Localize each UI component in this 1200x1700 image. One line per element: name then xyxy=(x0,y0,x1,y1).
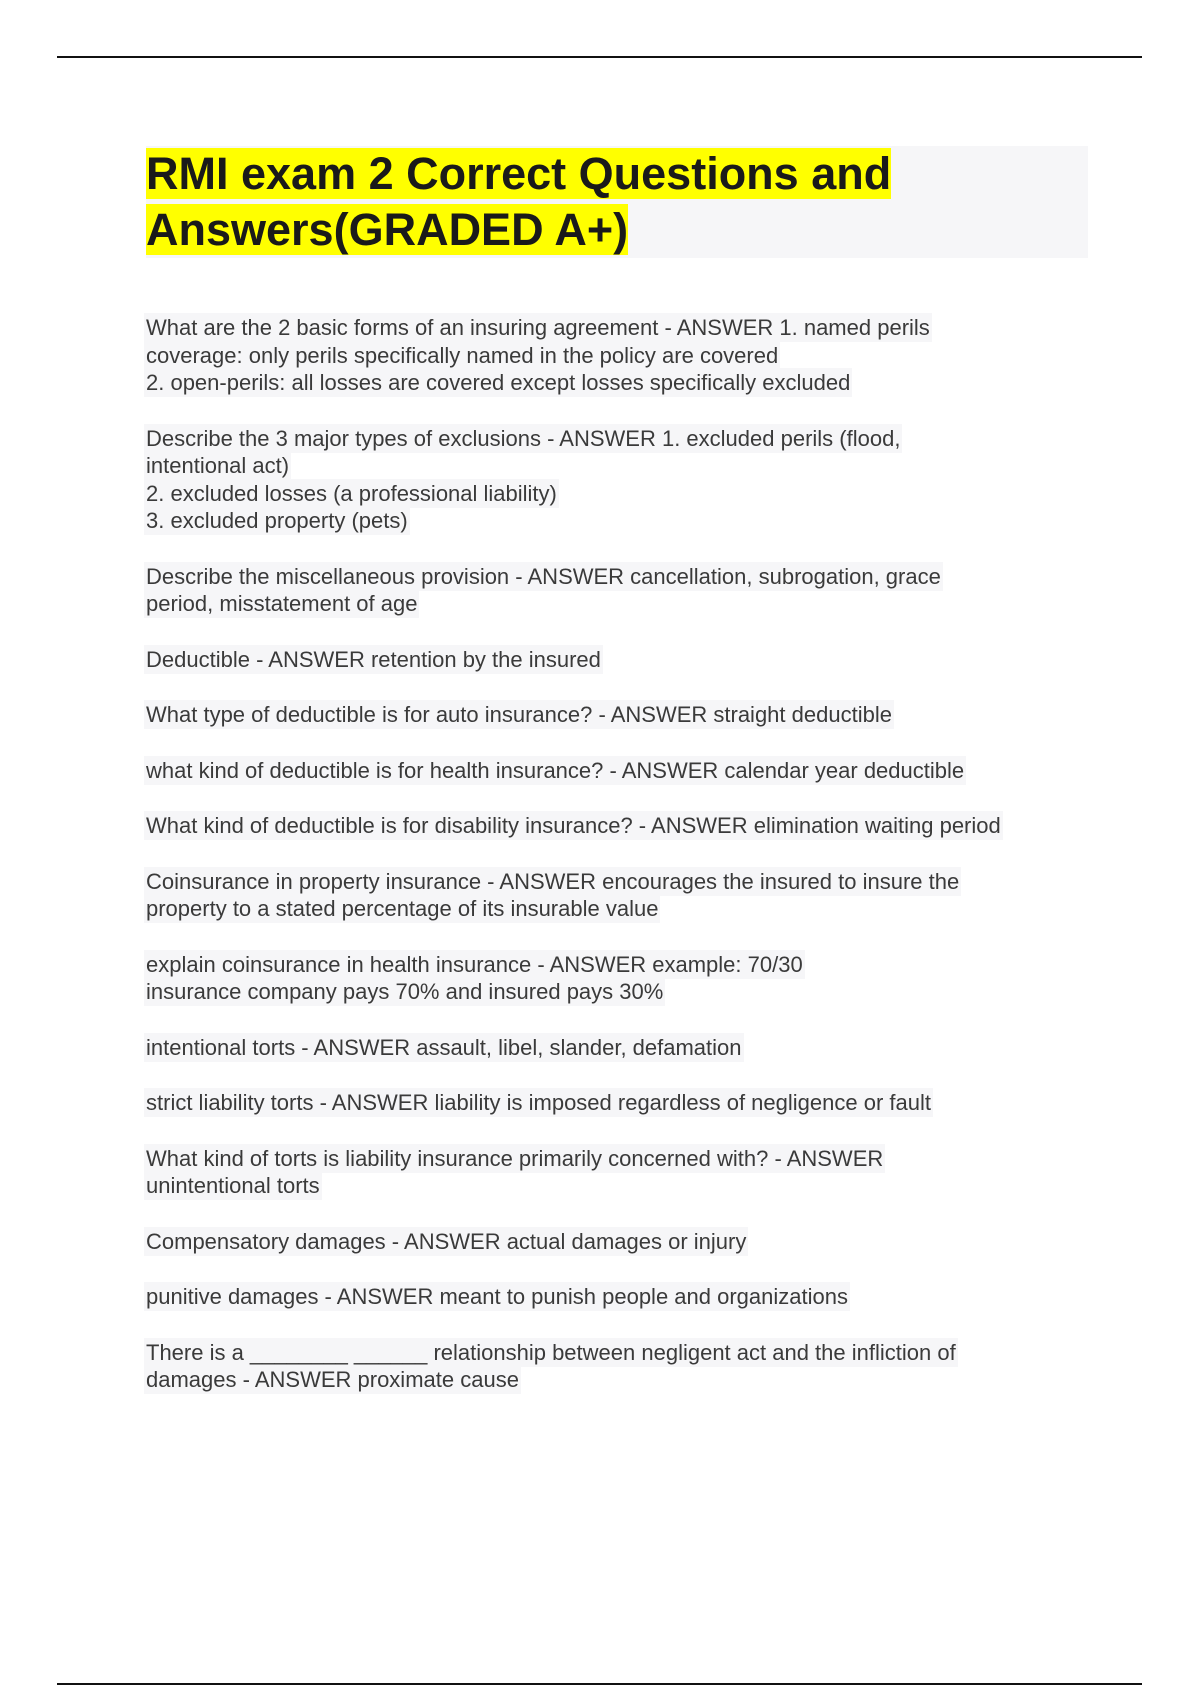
qa-text: intentional act) xyxy=(146,453,290,478)
qa-text: 2. excluded losses (a professional liability) xyxy=(146,480,557,506)
qa-text: what kind of deductible is for health insurance? - ANSWER calendar year deductible xyxy=(146,757,965,783)
qa-list xyxy=(146,314,1088,1394)
top-rule xyxy=(57,56,1142,58)
qa-item xyxy=(146,1089,1088,1117)
qa-text: Describe the 3 major types of exclusions - ANSWER 1. excluded perils (flood, xyxy=(146,425,901,451)
qa-text: unintentional torts xyxy=(146,1173,320,1198)
document-body xyxy=(146,146,1088,1422)
qa-text: explain coinsurance in health insurance - ANSWER example: 70/30 xyxy=(146,951,803,977)
qa-item xyxy=(146,1228,1088,1256)
qa-item xyxy=(146,1283,1088,1311)
qa-item xyxy=(146,314,1088,397)
qa-item xyxy=(146,563,1088,618)
qa-item xyxy=(146,701,1088,729)
qa-text: strict liability torts - ANSWER liability is imposed regardless of negligence or fault xyxy=(146,1090,931,1115)
qa-item xyxy=(146,812,1088,840)
qa-text: What kind of torts is liability insurance primarily concerned with? - ANSWER xyxy=(146,1145,884,1171)
qa-text: damages - ANSWER proximate cause xyxy=(146,1367,519,1392)
qa-text: insurance company pays 70% and insured pays 30% xyxy=(146,979,664,1004)
qa-text: intentional torts - ANSWER assault, libel, slander, defamation xyxy=(146,1034,742,1060)
qa-text: period, misstatement of age xyxy=(146,591,418,616)
qa-text: 3. excluded property (pets) xyxy=(146,508,408,533)
qa-item xyxy=(146,1339,1088,1394)
title-line: RMI exam 2 Correct Questions and xyxy=(146,148,892,199)
qa-text: property to a stated percentage of its insurable value xyxy=(146,896,659,921)
qa-text: What type of deductible is for auto insurance? - ANSWER straight deductible xyxy=(146,702,892,727)
qa-text: Deductible - ANSWER retention by the insured xyxy=(146,646,601,672)
bottom-rule xyxy=(57,1683,1142,1685)
qa-text: coverage: only perils specifically named in the policy are covered xyxy=(146,342,779,368)
qa-item xyxy=(146,868,1088,923)
qa-text: There is a ________ ______ relationship between negligent act and the infliction of xyxy=(146,1339,956,1365)
qa-text: What are the 2 basic forms of an insuring agreement - ANSWER 1. named perils xyxy=(146,315,930,340)
qa-item xyxy=(146,1145,1088,1200)
qa-item xyxy=(146,1034,1088,1062)
title-line: Answers(GRADED A+) xyxy=(146,204,629,255)
qa-text: What kind of deductible is for disability insurance? - ANSWER elimination waiting period xyxy=(146,813,1001,838)
qa-text: punitive damages - ANSWER meant to punish people and organizations xyxy=(146,1284,848,1309)
qa-item xyxy=(146,646,1088,674)
document-title xyxy=(146,146,1088,258)
qa-text: Compensatory damages - ANSWER actual damages or injury xyxy=(146,1228,747,1254)
qa-item xyxy=(146,757,1088,785)
qa-text: 2. open-perils: all losses are covered except losses specifically excluded xyxy=(146,370,851,395)
qa-item xyxy=(146,951,1088,1006)
qa-text: Coinsurance in property insurance - ANSWER encourages the insured to insure the xyxy=(146,868,960,894)
qa-text: Describe the miscellaneous provision - ANSWER cancellation, subrogation, grace xyxy=(146,563,941,589)
qa-item xyxy=(146,425,1088,535)
